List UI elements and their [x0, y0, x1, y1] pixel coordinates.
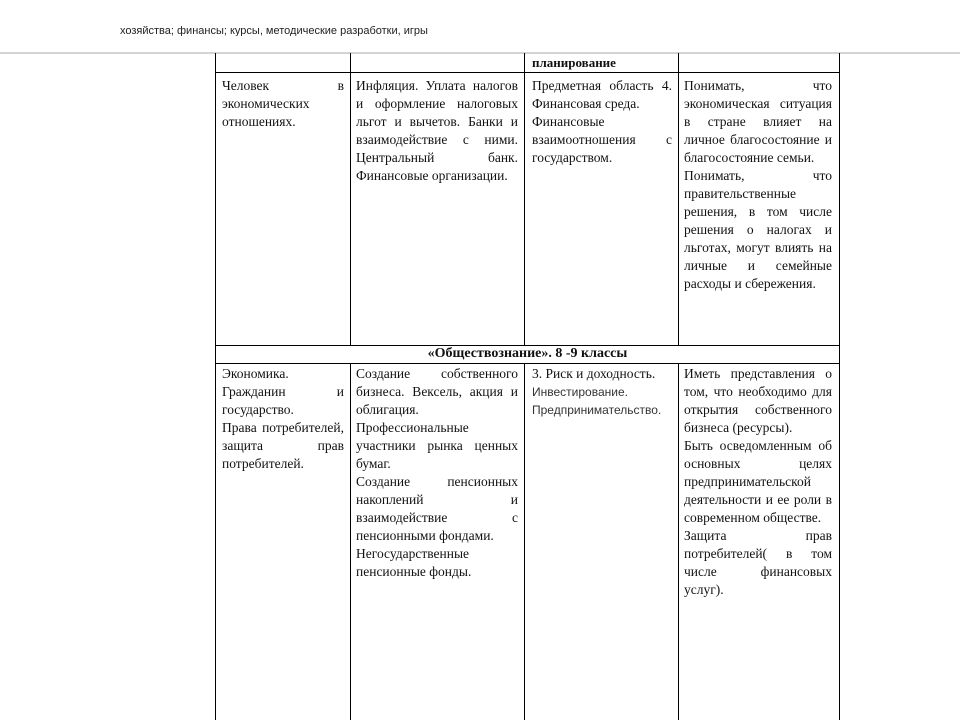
cut-off-header-text: хозяйства; финансы; курсы, методические разработки, игры: [120, 26, 428, 36]
row2-competencies: [684, 365, 832, 599]
row2-competency-3: Защита прав потребителей( в том числе финансовых услуг).: [684, 528, 832, 597]
row1-area: [532, 77, 672, 167]
row2-area-line-2: Инвестирование.: [532, 385, 628, 399]
row2-area-line-1: 3. Риск и доходность.: [532, 366, 656, 381]
top-page-strip: [0, 0, 960, 54]
row2-content-3: Негосударственные пенсионные фонды.: [356, 546, 472, 579]
row2-competency-2: Быть осведомленным об основных целях предпринимательской деятельности и ее роли в современном обществе.: [684, 438, 832, 525]
curriculum-table: [215, 53, 840, 720]
row1-area-line-1: Предметная область 4. Финансовая среда.: [532, 78, 672, 111]
column-divider-3-lower: [678, 363, 679, 720]
row2-content-2: Создание пенсионных накоплений и взаимодействие с пенсионными фондами.: [356, 474, 518, 543]
row2-competency-1: Иметь представления о том, что необходимо для открытия собственного бизнеса (ресурсы).: [684, 366, 832, 435]
row2-content: [356, 365, 518, 581]
row1-competencies: [684, 77, 832, 293]
row1-topic-text: Человек в экономических отношениях.: [222, 78, 344, 129]
row2-area-line-3: Предпринимательство.: [532, 403, 662, 417]
column-divider-2: [524, 53, 525, 345]
column-divider-1-lower: [350, 363, 351, 720]
row2-topic: [222, 365, 344, 473]
row-divider-top: [216, 72, 839, 73]
column-divider-1: [350, 53, 351, 345]
row1-competency-1: Понимать, что экономическая ситуация в стране влияет на личное благосостояние и благосостояние семьи.: [684, 78, 832, 165]
row1-topic: [222, 77, 344, 131]
column-divider-3: [678, 53, 679, 345]
column-divider-2-lower: [524, 363, 525, 720]
row-divider-section-bottom: [216, 363, 839, 364]
row2-area: [532, 365, 672, 419]
row1-area-line-2: Финансовые взаимоотношения с государством.: [532, 114, 672, 165]
row2-topic-line-2: Права потребителей, защита прав потребителей.: [222, 420, 344, 471]
row1-content-text: Инфляция. Уплата налогов и оформление налоговых льгот и вычетов. Банки и взаимодействие с ними. Центральный банк. Финансовые организации.: [356, 78, 518, 183]
row2-content-1: Создание собственного бизнеса. Вексель, акция и облигация. Профессиональные участники рынка ценных бумаг.: [356, 366, 518, 471]
row1-competency-2: Понимать, что правительственные решения, в том числе решения о налогах и льготах, могут влиять на личные и семейные расходы и сбережения.: [684, 168, 832, 291]
top-row-col3-tail: планирование: [532, 55, 616, 70]
row2-topic-line-1: Экономика. Гражданин и государство.: [222, 366, 344, 417]
section-title: «Обществознание». 8 -9 классы: [427, 346, 628, 361]
row1-content: [356, 77, 518, 185]
